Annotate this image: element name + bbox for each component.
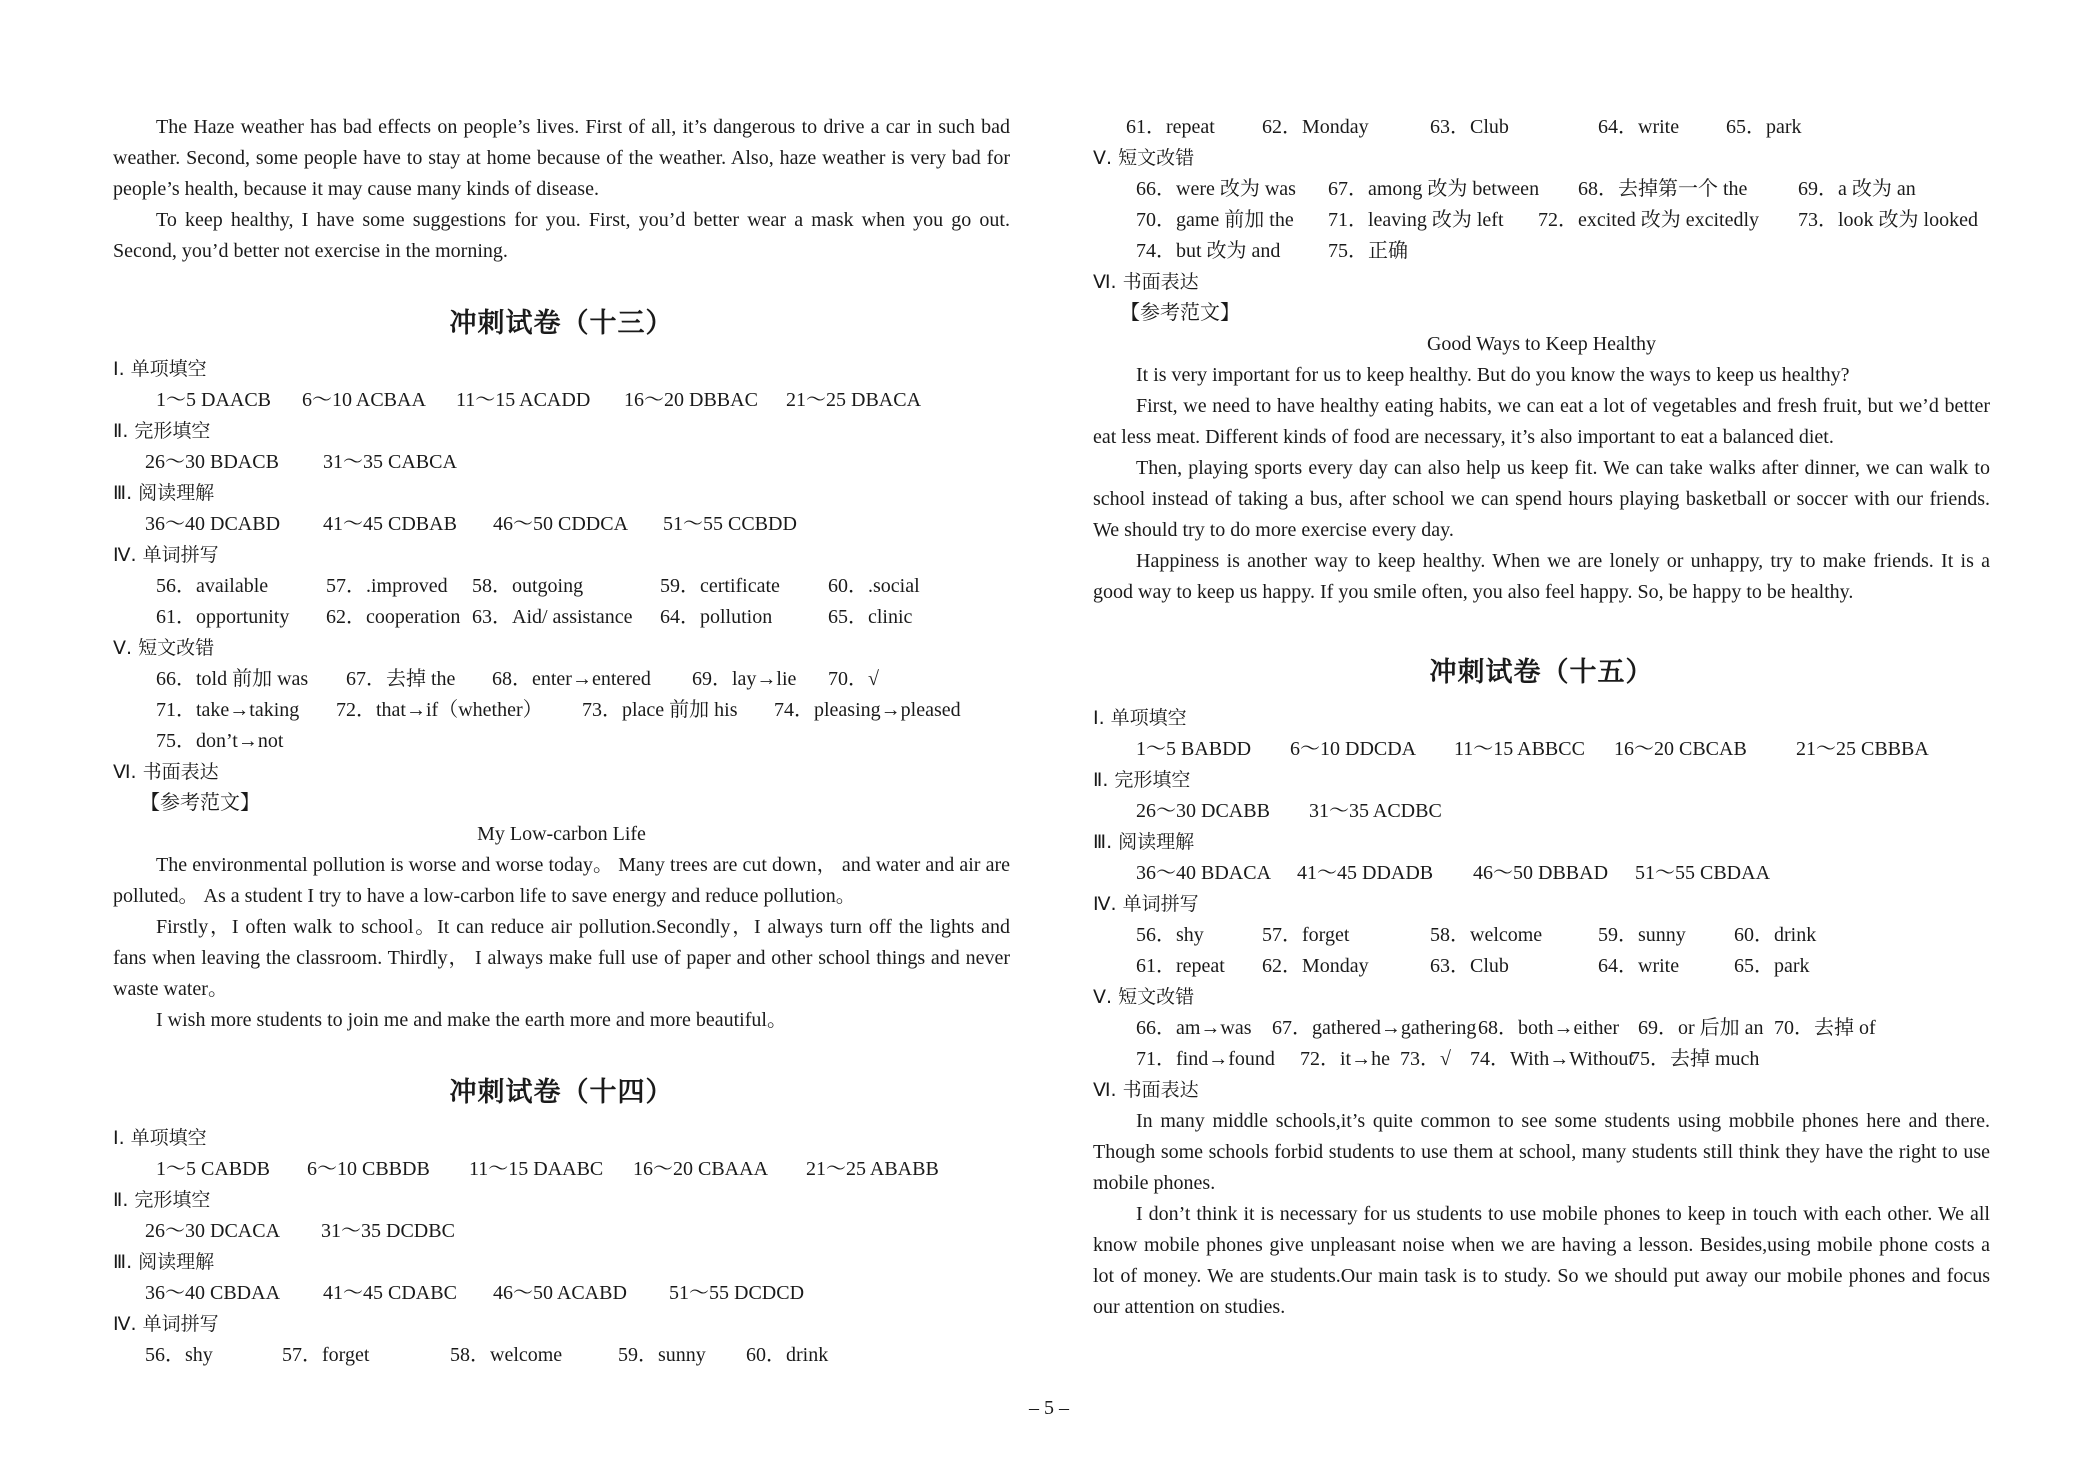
answer-item: 68．去掉第一个 the xyxy=(1578,178,1748,200)
essay-paragraph: It is very important for us to keep healthy. But do you know the ways to keep us healthy? xyxy=(1136,364,1850,386)
answer-item: 21～25 DBACA xyxy=(786,389,922,411)
answer-item: 1～5 CABDB xyxy=(156,1158,270,1180)
essay-paragraph: The environmental pollution is worse and worse today。 Many trees are cut down， and water and air are polluted。 As a student I try to have a low-carbon life to save energy and reduce pollution。 xyxy=(113,854,1010,907)
answer-item: 68．enter→entered xyxy=(492,668,651,690)
answer-item: 58．welcome xyxy=(1430,924,1543,946)
answer-item: 70．√ xyxy=(828,668,879,690)
answer-row xyxy=(113,385,1010,416)
right-column xyxy=(1093,112,1990,1323)
answer-item: 75．去掉 much xyxy=(1630,1048,1760,1070)
answer-item: 46～50 ACABD xyxy=(493,1282,627,1304)
essay-paragraph: First, we need to have healthy eating habits, we can eat a lot of vegetables and fresh fruit, but we’d better eat less meat. Different kinds of food are necessary, it’s also important to eat a balanced diet. xyxy=(1093,395,1990,448)
answer-row xyxy=(1093,1044,1990,1075)
answer-item: 62．Monday xyxy=(1262,955,1369,977)
essay-paragraph: Then, playing sports every day can also help us keep fit. We can take walks after dinner, we can walk to school instead of taking a bus, after school we can spend hours playing basketball or soccer with our friends. We should try to do more exercise every day. xyxy=(1093,457,1990,541)
answer-item: 59．certificate xyxy=(660,575,780,597)
section-title: 冲刺试卷（十五） xyxy=(1429,657,1654,688)
answer-item: 46～50 CDDCA xyxy=(493,513,629,535)
essay-paragraph: In many middle schools,it’s quite common to see some students using mobbile phones here and there. Though some schools forbid students to use them at school, many students still think they have the right to use mobile phones. xyxy=(1093,1110,1990,1194)
answer-row xyxy=(1093,236,1990,267)
answer-item: 71．take→taking xyxy=(156,699,300,721)
answer-item: 58．outgoing xyxy=(472,575,584,597)
answer-item: 73．√ xyxy=(1400,1048,1451,1070)
answer-item: 56．shy xyxy=(1136,924,1204,946)
answer-row xyxy=(113,726,1010,757)
answer-item: 41～45 CDABC xyxy=(323,1282,457,1304)
answer-item: 72．excited 改为 excitedly xyxy=(1538,209,1760,231)
reference-label: 【参考范文】 xyxy=(140,792,260,814)
reference-label: 【参考范文】 xyxy=(1120,302,1240,324)
answer-row xyxy=(113,571,1010,602)
answer-row xyxy=(1093,858,1990,889)
answer-item: 58．welcome xyxy=(450,1344,563,1366)
answer-item: 66．were 改为 was xyxy=(1136,178,1296,200)
answer-item: 64．write xyxy=(1598,116,1680,138)
answer-row xyxy=(1093,734,1990,765)
answer-item: 66．told 前加 was xyxy=(156,668,309,690)
answer-item: 1～5 DAACB xyxy=(156,389,272,411)
part-heading: Ⅱ. 完形填空 xyxy=(113,420,211,442)
answer-row xyxy=(113,1154,1010,1185)
answer-item: 56．shy xyxy=(145,1344,213,1366)
answer-item: 36～40 CBDAA xyxy=(145,1282,281,1304)
answer-item: 75．don’t→not xyxy=(156,730,284,752)
answer-row xyxy=(113,509,1010,540)
part-heading: Ⅵ. 书面表达 xyxy=(1093,1079,1199,1101)
intro-paragraph: The Haze weather has bad effects on people’s lives. First of all, it’s dangerous to drive a car in such bad weather. Second, some people have to stay at home because of the weather. Also, haze weather is very bad for people’s health, because it may cause many kinds of disease. xyxy=(113,116,1010,200)
answer-item: 36～40 DCABD xyxy=(145,513,281,535)
answer-item: 72．that→if（whether） xyxy=(336,699,543,721)
essay-title: My Low-carbon Life xyxy=(477,823,646,845)
answer-item: 21～25 ABABB xyxy=(806,1158,939,1180)
answer-row xyxy=(1093,951,1990,982)
answer-item: 51～55 DCDCD xyxy=(669,1282,805,1304)
part-heading: Ⅳ. 单词拼写 xyxy=(1093,893,1199,915)
answer-item: 31～35 CABCA xyxy=(323,451,457,473)
answer-item: 69．a 改为 an xyxy=(1798,178,1916,200)
answer-item: 75．正确 xyxy=(1328,240,1408,262)
answer-row xyxy=(113,1340,1010,1371)
answer-row xyxy=(113,664,1010,695)
answer-item: 6～10 ACBAA xyxy=(302,389,426,411)
part-heading: Ⅰ. 单项填空 xyxy=(113,1127,207,1149)
answer-item: 16～20 DBBAC xyxy=(624,389,758,411)
answer-item: 51～55 CCBDD xyxy=(663,513,797,535)
part-heading: Ⅲ. 阅读理解 xyxy=(1093,831,1195,853)
answer-item: 70．去掉 of xyxy=(1774,1017,1876,1039)
answer-row xyxy=(1093,205,1990,236)
answer-item: 59．sunny xyxy=(1598,924,1686,946)
part-heading: Ⅱ. 完形填空 xyxy=(113,1189,211,1211)
answer-item: 64．write xyxy=(1598,955,1680,977)
answer-item: 63．Club xyxy=(1430,116,1509,138)
answer-item: 51～55 CBDAA xyxy=(1635,862,1771,884)
answer-item: 61．repeat xyxy=(1126,116,1215,138)
answer-row xyxy=(1093,112,1990,143)
answer-item: 71．leaving 改为 left xyxy=(1328,209,1504,231)
answer-row xyxy=(113,695,1010,726)
answer-row xyxy=(1093,1013,1990,1044)
answer-item: 73．place 前加 his xyxy=(582,699,738,721)
answer-row xyxy=(113,602,1010,633)
part-heading: Ⅲ. 阅读理解 xyxy=(113,482,215,504)
part-heading: Ⅱ. 完形填空 xyxy=(1093,769,1191,791)
answer-item: 31～35 ACDBC xyxy=(1309,800,1442,822)
answer-item: 69．or 后加 an xyxy=(1638,1017,1764,1039)
answer-item: 65．clinic xyxy=(828,606,913,628)
essay-paragraph: Happiness is another way to keep healthy. When we are lonely or unhappy, try to make friends. It is a good way to keep us happy. If you smile often, you also feel happy. So, be happy to be healthy. xyxy=(1093,550,1990,603)
answer-item: 21～25 CBBBA xyxy=(1796,738,1929,760)
answer-item: 26～30 BDACB xyxy=(145,451,279,473)
answer-item: 56．available xyxy=(156,575,269,597)
answer-row xyxy=(113,1278,1010,1309)
answer-item: 64．pollution xyxy=(660,606,773,628)
answer-item: 6～10 CBBDB xyxy=(307,1158,430,1180)
part-heading: Ⅴ. 短文改错 xyxy=(1093,986,1195,1008)
answer-item: 41～45 CDBAB xyxy=(323,513,457,535)
left-column xyxy=(113,112,1010,1371)
answer-item: 61．repeat xyxy=(1136,955,1225,977)
answer-item: 26～30 DCACA xyxy=(145,1220,281,1242)
answer-item: 11～15 ABBCC xyxy=(1454,738,1585,760)
answer-item: 60．drink xyxy=(1734,924,1817,946)
answer-row xyxy=(1093,174,1990,205)
part-heading: Ⅲ. 阅读理解 xyxy=(113,1251,215,1273)
answer-item: 62．cooperation xyxy=(326,606,461,628)
essay-paragraph: Firstly，I often walk to school。It can reduce air pollution.Secondly，I always turn off the lights and fans when leaving the classroom. Thirdly， I always make full use of paper and other school things and never waste water。 xyxy=(113,916,1010,1000)
answer-item: 57．.improved xyxy=(326,575,448,597)
answer-item: 68．both→either xyxy=(1478,1017,1620,1039)
answer-row xyxy=(113,447,1010,478)
answer-item: 65．park xyxy=(1726,116,1802,138)
answer-item: 60．.social xyxy=(828,575,920,597)
section-title: 冲刺试卷（十三） xyxy=(449,308,674,339)
answer-row xyxy=(1093,796,1990,827)
answer-item: 63．Aid/ assistance xyxy=(472,606,633,628)
answer-item: 60．drink xyxy=(746,1344,829,1366)
intro-paragraph: To keep healthy, I have some suggestions for you. First, you’d better wear a mask when you go out. Second, you’d better not exercise in the morning. xyxy=(113,209,1010,262)
section-title: 冲刺试卷（十四） xyxy=(449,1077,674,1108)
answer-item: 61．opportunity xyxy=(156,606,290,628)
answer-item: 26～30 DCABB xyxy=(1136,800,1270,822)
answer-item: 67．among 改为 between xyxy=(1328,178,1540,200)
answer-item: 74．With→Without xyxy=(1470,1048,1634,1070)
answer-item: 62．Monday xyxy=(1262,116,1369,138)
answer-item: 66．am→was xyxy=(1136,1017,1252,1039)
part-heading: Ⅵ. 书面表达 xyxy=(1093,271,1199,293)
answer-item: 70．game 前加 the xyxy=(1136,209,1294,231)
part-heading: Ⅰ. 单项填空 xyxy=(113,358,207,380)
answer-item: 36～40 BDACA xyxy=(1136,862,1272,884)
answer-item: 67．去掉 the xyxy=(346,668,456,690)
part-heading: Ⅴ. 短文改错 xyxy=(113,637,215,659)
page-number: – 5 – xyxy=(1029,1397,1069,1419)
part-heading: Ⅰ. 单项填空 xyxy=(1093,707,1187,729)
answer-row xyxy=(113,1216,1010,1247)
answer-item: 71．find→found xyxy=(1136,1048,1275,1070)
answer-item: 67．gathered→gathering xyxy=(1272,1017,1477,1039)
answer-item: 57．forget xyxy=(282,1344,370,1366)
essay-paragraph: I wish more students to join me and make the earth more and more beautiful。 xyxy=(156,1009,787,1031)
answer-item: 16～20 CBAAA xyxy=(633,1158,769,1180)
answer-item: 16～20 CBCAB xyxy=(1614,738,1747,760)
answer-item: 1～5 BABDD xyxy=(1136,738,1252,760)
answer-item: 41～45 DDADB xyxy=(1297,862,1434,884)
answer-item: 73．look 改为 looked xyxy=(1798,209,1978,231)
answer-item: 74．pleasing→pleased xyxy=(774,699,961,721)
essay-title: Good Ways to Keep Healthy xyxy=(1426,333,1657,355)
answer-item: 6～10 DDCDA xyxy=(1290,738,1417,760)
part-heading: Ⅳ. 单词拼写 xyxy=(113,1313,219,1335)
answer-item: 63．Club xyxy=(1430,955,1509,977)
answer-item: 57．forget xyxy=(1262,924,1350,946)
part-heading: Ⅳ. 单词拼写 xyxy=(113,544,219,566)
answer-item: 11～15 ACADD xyxy=(456,389,591,411)
essay-paragraph: I don’t think it is necessary for us students to use mobile phones to keep in touch with each other. We all know mobile phones give unpleasant noise when we are having a lesson. Besides,using mobile phone costs a lot of money. We are students.Our main task is to study. So we should put away our mobile phones and focus our attention on studies. xyxy=(1093,1203,1990,1318)
answer-item: 72．it→he xyxy=(1300,1048,1390,1070)
answer-item: 11～15 DAABC xyxy=(469,1158,604,1180)
answer-row xyxy=(1093,920,1990,951)
answer-item: 46～50 DBBAD xyxy=(1473,862,1609,884)
answer-item: 31～35 DCDBC xyxy=(321,1220,455,1242)
answer-item: 74．but 改为 and xyxy=(1136,240,1281,262)
part-heading: Ⅴ. 短文改错 xyxy=(1093,147,1195,169)
answer-item: 69．lay→lie xyxy=(692,668,797,690)
part-heading: Ⅵ. 书面表达 xyxy=(113,761,219,783)
answer-item: 59．sunny xyxy=(618,1344,706,1366)
answer-item: 65．park xyxy=(1734,955,1810,977)
